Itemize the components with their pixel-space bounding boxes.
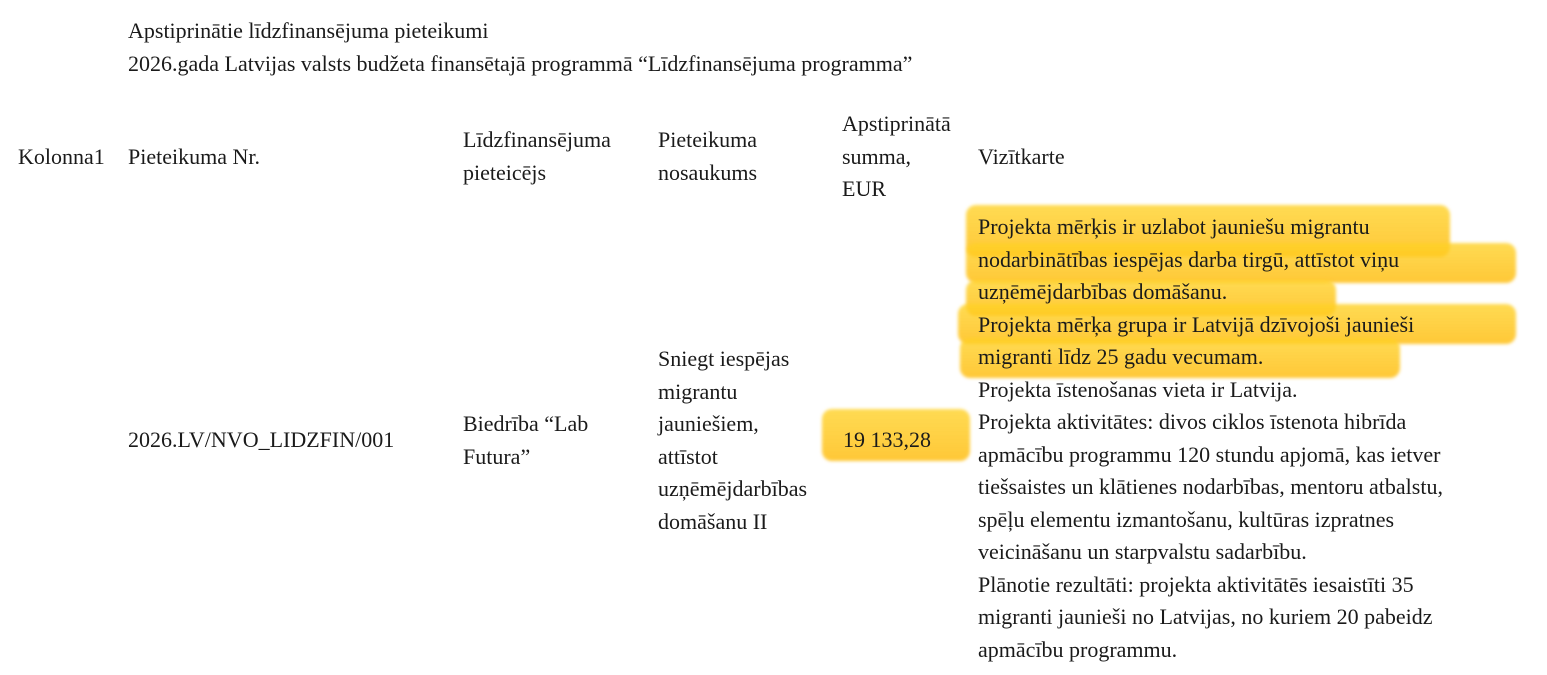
column-header-nosaukums-line: Pieteikuma bbox=[658, 127, 757, 152]
cell-nosaukums-line: migrantu bbox=[658, 378, 738, 404]
column-header-nosaukums-line: nosaukums bbox=[658, 159, 757, 185]
cell-vizitkarte-line: Projekta aktivitātes: divos ciklos īstenota hibrīda bbox=[978, 409, 1407, 434]
column-header-kolonna1-text: Kolonna1 bbox=[18, 144, 105, 169]
cell-vizitkarte-line: tiešsaistes un klātienes nodarbības, mentoru atbalstu, bbox=[978, 474, 1443, 499]
column-header-nosaukums bbox=[658, 124, 757, 189]
column-header-pieteikuma-nr bbox=[128, 141, 260, 174]
column-header-vizitkarte-text: Vizītkarte bbox=[978, 144, 1065, 169]
column-header-pieteicejs-line: Līdzfinansējuma bbox=[463, 127, 611, 152]
cell-pieteikuma-nr-text: 2026.LV/NVO_LIDZFIN/001 bbox=[128, 427, 395, 452]
cell-vizitkarte-line: Projekta īstenošanas vieta ir Latvija. bbox=[978, 376, 1298, 402]
cell-vizitkarte-line: nodarbinātības iespējas darba tirgū, attīstot viņu bbox=[978, 246, 1400, 272]
column-header-summa bbox=[842, 108, 951, 206]
column-header-summa-line: summa, bbox=[842, 143, 912, 169]
cell-vizitkarte-line: migranti jaunieši no Latvijas, no kuriem 20 pabeidz bbox=[978, 604, 1433, 629]
cell-pieteikuma-nr bbox=[128, 424, 394, 457]
column-header-summa-line: EUR bbox=[842, 176, 886, 201]
title-line-1: Apstiprinātie līdzfinansējuma pieteikumi bbox=[128, 18, 489, 43]
cell-pieteicejs-line: Biedrība “Lab bbox=[463, 411, 589, 436]
cell-summa bbox=[843, 424, 931, 457]
column-header-pieteikuma-nr-text: Pieteikuma Nr. bbox=[128, 144, 260, 169]
column-header-pieteicejs bbox=[463, 124, 611, 189]
column-header-summa-line: Apstiprinātā bbox=[842, 111, 951, 136]
cell-nosaukums-line: domāšanu II bbox=[658, 508, 768, 534]
cell-nosaukums bbox=[658, 343, 807, 538]
document-title bbox=[128, 15, 912, 80]
column-header-vizitkarte bbox=[978, 141, 1065, 174]
cell-vizitkarte-line: Plānotie rezultāti: projekta aktivitātēs iesaistīti 35 bbox=[978, 571, 1414, 597]
cell-nosaukums-line: uzņēmējdarbības bbox=[658, 476, 808, 501]
cell-vizitkarte-line: Projekta mērķa grupa ir Latvijā dzīvojoši jaunieši bbox=[978, 311, 1415, 337]
title-line-2: 2026.gada Latvijas valsts budžeta finansētajā programmā “Līdzfinansējuma programma” bbox=[128, 50, 913, 76]
cell-pieteicejs bbox=[463, 408, 588, 473]
column-header-pieteicejs-line: pieteicējs bbox=[463, 159, 547, 185]
cell-pieteicejs-line: Futura” bbox=[463, 443, 531, 469]
cell-vizitkarte-line: apmācību programmu 120 stundu apjomā, kas ietver bbox=[978, 441, 1441, 467]
column-header-kolonna1 bbox=[18, 141, 105, 174]
cell-vizitkarte-line: uzņēmējdarbības domāšanu. bbox=[978, 279, 1228, 304]
cell-vizitkarte-line: veicināšanu un starpvalstu sadarbību. bbox=[978, 539, 1307, 564]
cell-nosaukums-line: attīstot bbox=[658, 443, 718, 469]
cell-vizitkarte-line: Projekta mērķis ir uzlabot jauniešu migrantu bbox=[978, 214, 1370, 239]
cell-nosaukums-line: jauniešiem, bbox=[658, 411, 759, 436]
cell-vizitkarte-line: apmācību programmu. bbox=[978, 636, 1178, 662]
cell-summa-text: 19 133,28 bbox=[843, 427, 931, 452]
cell-vizitkarte-line: migranti līdz 25 gadu vecumam. bbox=[978, 344, 1264, 369]
cell-vizitkarte-line: spēļu elementu izmantošanu, kultūras izpratnes bbox=[978, 506, 1395, 532]
cell-nosaukums-line: Sniegt iespējas bbox=[658, 346, 790, 371]
cell-vizitkarte bbox=[978, 211, 1443, 666]
